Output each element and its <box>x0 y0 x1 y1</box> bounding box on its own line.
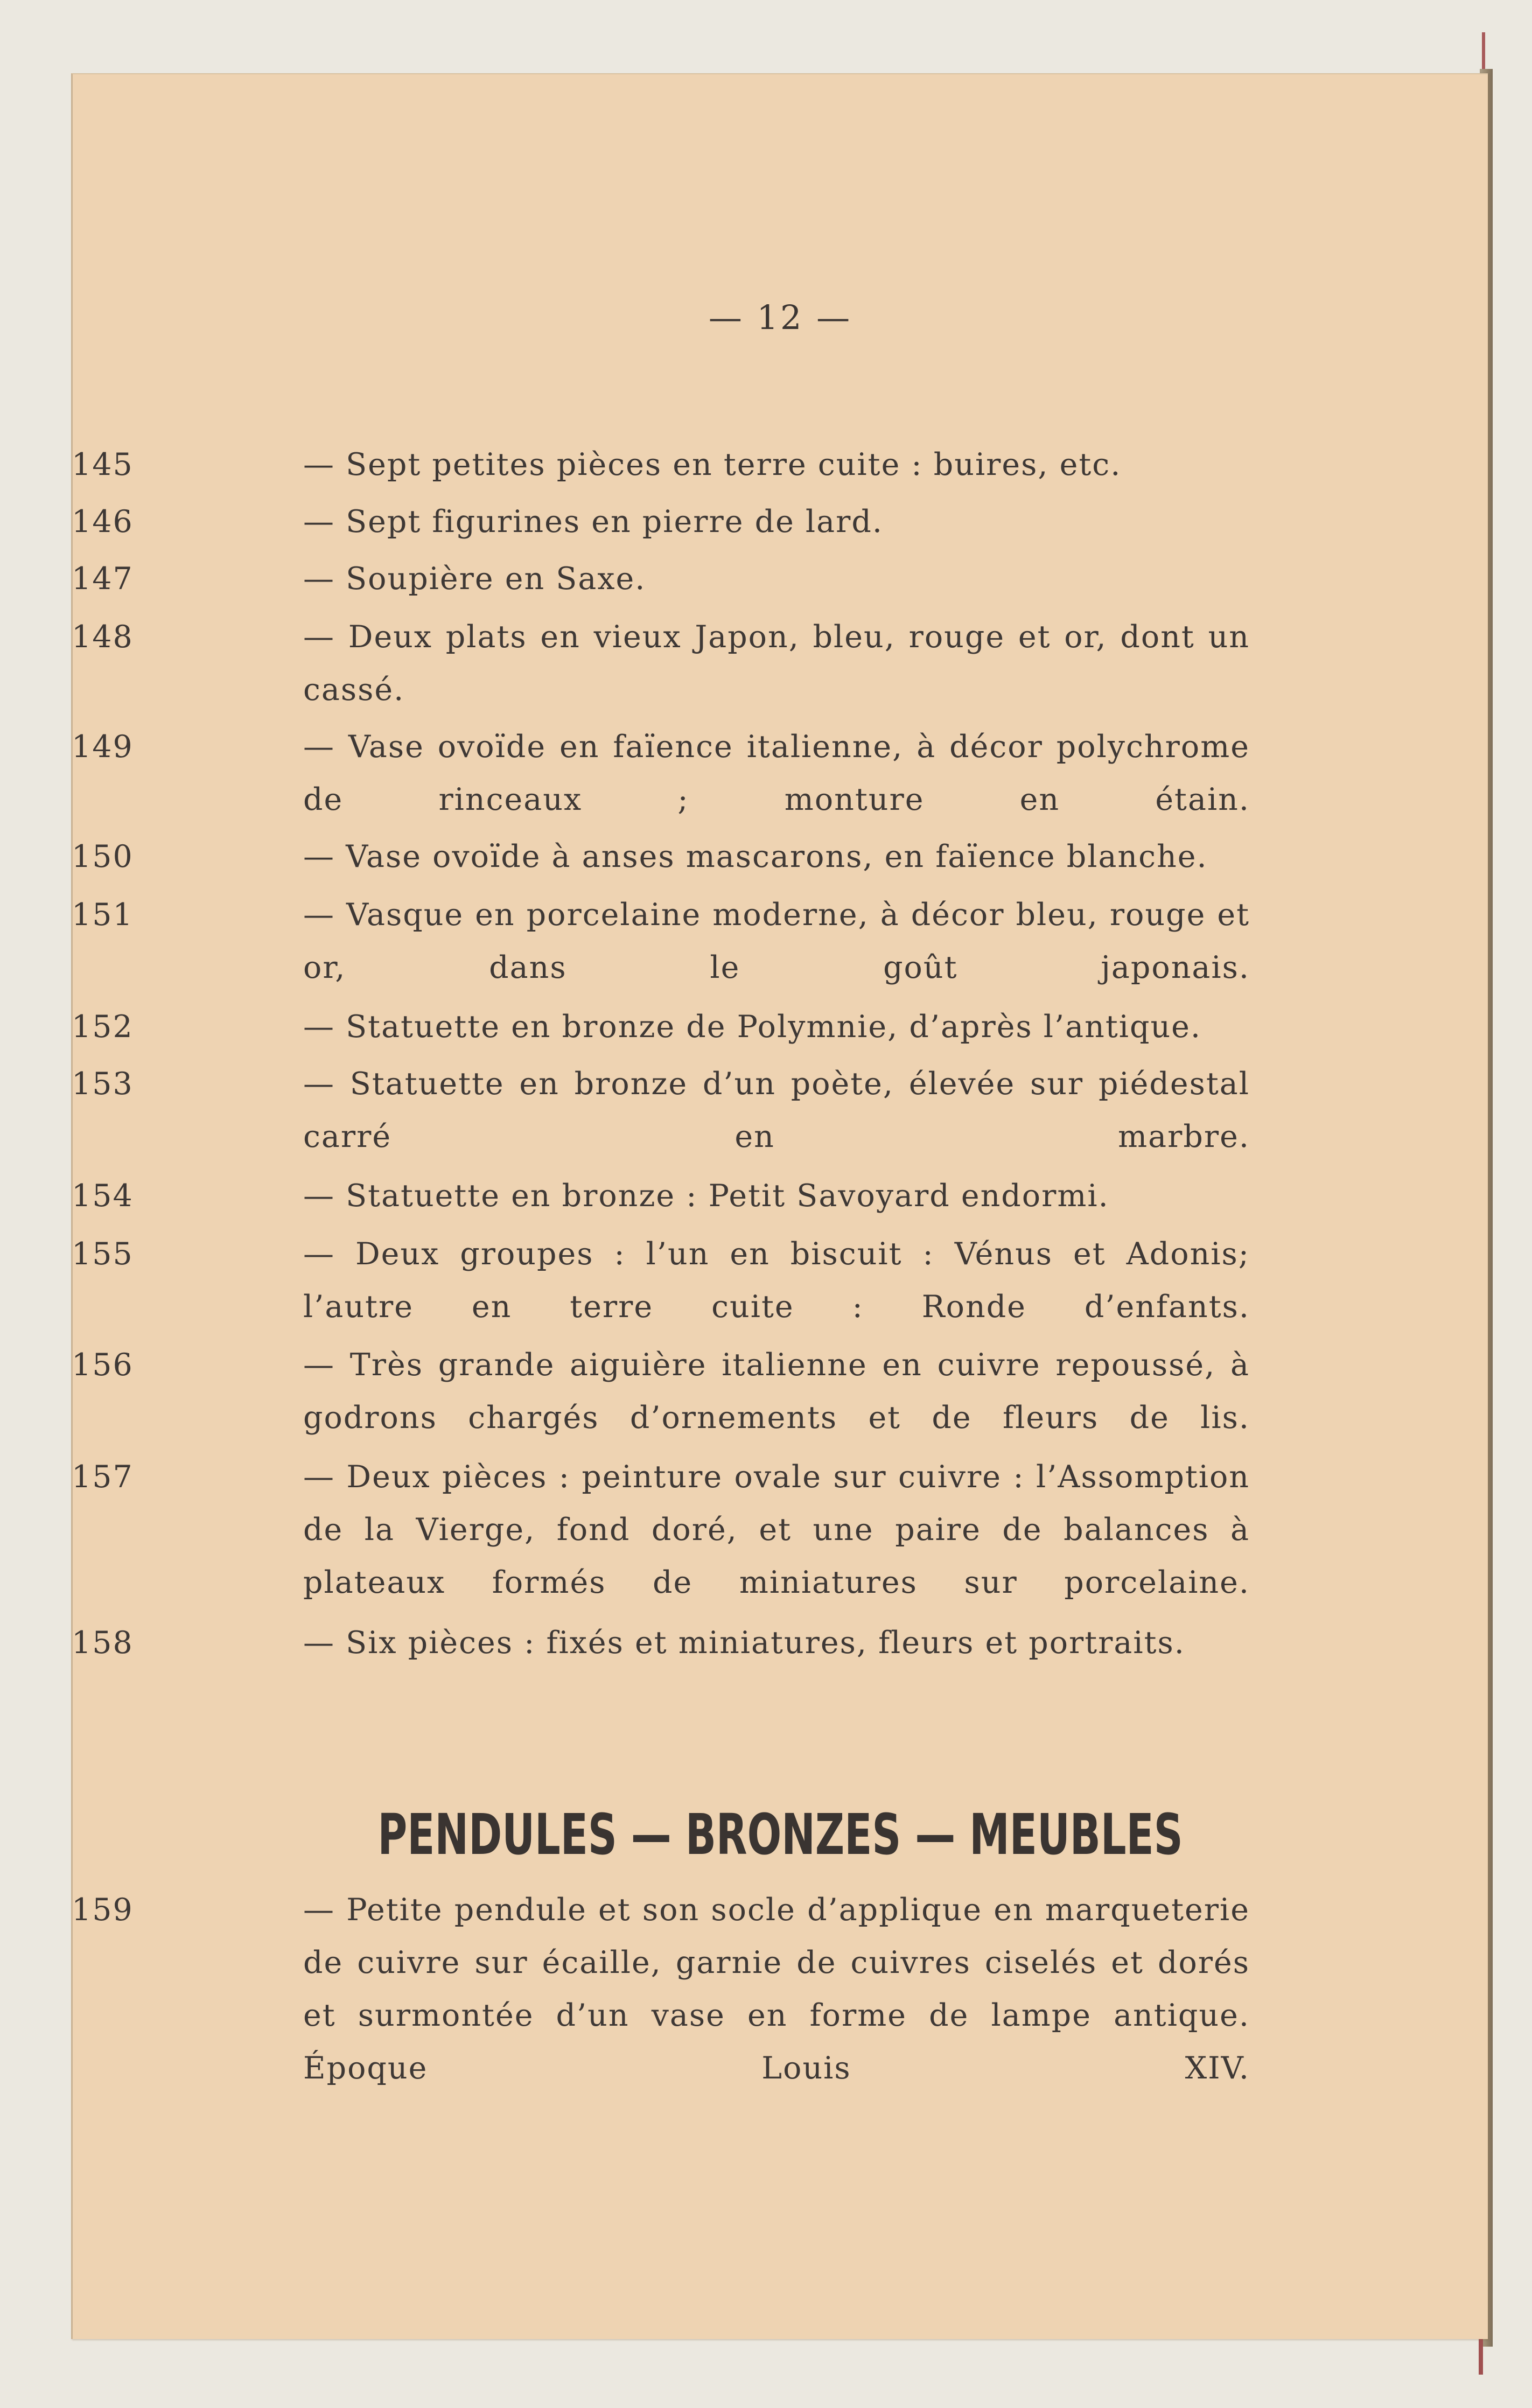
entry-text: — Statuette en bronze : Petit Savoyard endormi. <box>303 1178 1109 1214</box>
catalogue-entry <box>72 830 1250 883</box>
entry-text: — Vase ovoïde en faïence italienne, à décor polychrome de rinceaux ; monture en étain. <box>303 729 1250 817</box>
entry-number: 154 <box>72 1178 134 1214</box>
catalogue-entry <box>72 1616 1250 1669</box>
catalogue-entry <box>72 495 1250 548</box>
entry-number: 152 <box>72 1009 134 1045</box>
catalogue-page <box>71 73 1488 2339</box>
entry-number: 149 <box>72 729 134 765</box>
entry-text: — Très grande aiguière italienne en cuivre repoussé, à godrons chargés d’ornements et de fleurs de lis. <box>303 1347 1250 1436</box>
entry-text: — Statuette en bronze de Polymnie, d’après l’antique. <box>303 1009 1202 1045</box>
entry-number: 159 <box>72 1892 134 1928</box>
catalogue-entry <box>72 1000 1250 1053</box>
entry-text: — Sept petites pièces en terre cuite : buires, etc. <box>303 447 1122 482</box>
entry-text: — Six pièces : fixés et miniatures, fleurs et portraits. <box>303 1625 1185 1661</box>
entry-text: — Statuette en bronze d’un poète, élevée sur piédestal carré en marbre. <box>303 1066 1250 1154</box>
entry-text: — Vase ovoïde à anses mascarons, en faïence blanche. <box>303 839 1208 874</box>
entry-text: — Petite pendule et son socle d’applique en marqueterie de cuivre sur écaille, garnie de cuivres ciselés et dorés et surmontée d’un vase en forme de lampe antique. Époque Louis XIV. <box>303 1892 1250 2086</box>
entry-number: 150 <box>72 839 134 874</box>
entry-number: 153 <box>72 1066 134 1102</box>
catalogue-entry <box>72 552 1250 605</box>
entry-number: 147 <box>72 561 134 597</box>
entry-number: 158 <box>72 1625 134 1661</box>
catalogue-entry <box>72 438 1250 491</box>
entry-text: — Soupière en Saxe. <box>303 561 646 597</box>
entry-number: 146 <box>72 504 134 540</box>
entry-number: 151 <box>72 897 134 933</box>
entry-number: 156 <box>72 1347 134 1383</box>
catalogue-entries <box>73 74 1488 2339</box>
catalogue-entry <box>72 1170 1250 1222</box>
entry-text: — Deux plats en vieux Japon, bleu, rouge et or, dont un cassé. <box>303 619 1250 708</box>
entry-text: — Vasque en porcelaine moderne, à décor bleu, rouge et or, dans le goût japonais. <box>303 897 1250 985</box>
catalogue-entry <box>72 1884 1250 2147</box>
page-number: — 12 — <box>708 298 852 337</box>
entry-text: — Sept figurines en pierre de lard. <box>303 504 883 540</box>
entry-text: — Deux pièces : peinture ovale sur cuivre : l’Assomption de la Vierge, fond doré, et une paire de balances à plateaux formés de miniatures sur porcelaine. <box>303 1459 1250 1600</box>
entry-number: 145 <box>72 447 134 482</box>
entry-number: 148 <box>72 619 134 655</box>
entry-number: 157 <box>72 1459 134 1495</box>
section-heading: PENDULES — BRONZES — MEUBLES <box>377 1802 1183 1867</box>
entry-text: — Deux groupes : l’un en biscuit : Vénus et Adonis; l’autre en terre cuite : Ronde d’enfants. <box>303 1236 1250 1325</box>
entry-number: 155 <box>72 1236 134 1272</box>
